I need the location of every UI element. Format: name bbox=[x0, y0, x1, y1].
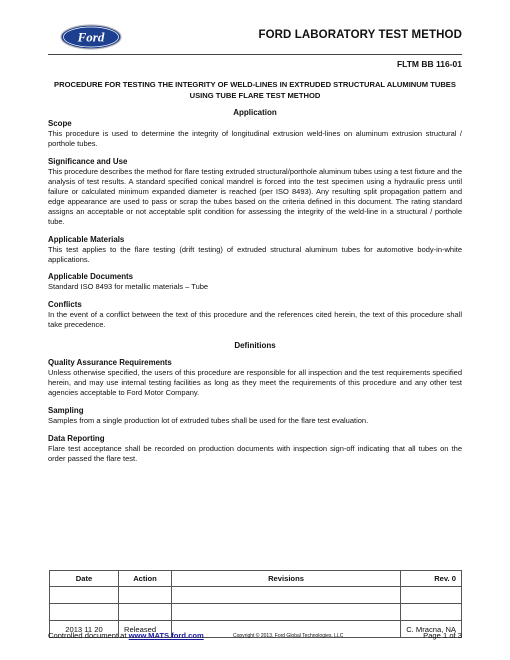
significance-heading: Significance and Use bbox=[48, 157, 128, 166]
doc-number: FLTM BB 116-01 bbox=[396, 59, 462, 69]
copyright-notice: Copyright © 2013, Ford Global Technologies, LLC bbox=[233, 633, 344, 639]
documents-heading: Applicable Documents bbox=[48, 272, 134, 281]
significance-text: This procedure describes the method for flare testing extruded structural/porthole aluminum tubes using a test fixture and the analysis of test results. A standard specified conical mandrel is forced into the test specimen using a hydraulic press until failure or calculated minimum expanded diameter is reached (per ISO 8493). Any resulting split propagation pattern and edge appearance are used to pass or scrap the tubes based on the criteria defined in this document. The rating standard assigns an acceptable or not acceptable split condition for assessing the integrity of the weld-line in a structural / porthole tube. bbox=[48, 167, 462, 227]
controlled-prefix: Controlled document at bbox=[48, 631, 129, 640]
date-header: Date bbox=[50, 571, 119, 587]
date-cell: 2013 11 20 bbox=[50, 621, 119, 638]
scope-text: This procedure is used to determine the integrity of longitudinal extrusion weld-lines on aluminum extrusion structural / porthole tubes. bbox=[48, 129, 462, 149]
documents-section bbox=[48, 272, 462, 292]
document-title: PROCEDURE FOR TESTING THE INTEGRITY OF WELD-LINES IN EXTRUDED STRUCTURAL ALUMINUM TUBES USING TUBE FLARE TEST METHOD bbox=[54, 80, 456, 100]
materials-heading: Applicable Materials bbox=[48, 235, 125, 244]
reporting-text: Flare test acceptance shall be recorded on production documents with inspection sign-off indicating that all tubes on the order passed the flare test. bbox=[48, 444, 462, 464]
conflicts-section bbox=[48, 300, 462, 330]
reporting-section bbox=[48, 434, 462, 464]
date-cell bbox=[50, 604, 119, 621]
logo-text: Ford bbox=[77, 29, 105, 45]
materials-text: This test applies to the flare testing (drift testing) of extruded structural aluminum tubes for automotive body-in-white applications. bbox=[48, 245, 462, 265]
revisions-header: Revisions bbox=[172, 571, 401, 587]
rev-number-cell: C. Mracna, NA bbox=[401, 621, 462, 638]
application-heading: Application bbox=[233, 108, 277, 117]
definitions-heading: Definitions bbox=[234, 341, 276, 350]
sampling-text: Samples from a single production lot of extruded tubes shall be used for the flare test evaluation. bbox=[48, 416, 369, 425]
sampling-section bbox=[48, 406, 462, 426]
revisions-cell bbox=[172, 604, 401, 621]
conflicts-heading: Conflicts bbox=[48, 300, 82, 309]
action-cell bbox=[119, 587, 172, 604]
materials-section bbox=[48, 235, 462, 265]
qa-section bbox=[48, 358, 462, 398]
rev-number-cell bbox=[401, 587, 462, 604]
conflicts-text: In the event of a conflict between the text of this procedure and the references cited herein, the text of this procedure shall take precedence. bbox=[48, 310, 462, 330]
rev-number-cell bbox=[401, 604, 462, 621]
reporting-heading: Data Reporting bbox=[48, 434, 105, 443]
action-cell bbox=[119, 604, 172, 621]
table-header-row bbox=[50, 571, 462, 587]
revisions-cell bbox=[172, 587, 401, 604]
action-cell: Released bbox=[119, 621, 172, 638]
ford-logo bbox=[60, 24, 122, 50]
header-title: FORD LABORATORY TEST METHOD bbox=[258, 29, 462, 41]
significance-section bbox=[48, 157, 462, 228]
page-number: Page 1 of 3 bbox=[423, 631, 462, 640]
action-header: Action bbox=[119, 571, 172, 587]
scope-section bbox=[48, 119, 462, 149]
mats-link[interactable]: www.MATS.ford.com bbox=[128, 631, 204, 640]
date-cell bbox=[50, 587, 119, 604]
revisions-table bbox=[49, 570, 462, 638]
table-row bbox=[50, 587, 462, 604]
documents-text: Standard ISO 8493 for metallic materials – Tube bbox=[48, 282, 209, 291]
sampling-heading: Sampling bbox=[48, 406, 84, 415]
table-row bbox=[50, 604, 462, 621]
qa-text: Unless otherwise specified, the users of this procedure are responsible for all inspection and the test requirements specified herein, and may use internal testing facilities as long as they meet the requirements of this procedure and any other test agencies acceptable to Ford Motor Company. bbox=[48, 368, 462, 398]
controlled-document-note bbox=[48, 631, 204, 640]
qa-heading: Quality Assurance Requirements bbox=[48, 358, 172, 367]
header-divider bbox=[48, 54, 462, 55]
scope-heading: Scope bbox=[48, 119, 72, 128]
rev-number-header: Rev. 0 bbox=[401, 571, 462, 587]
